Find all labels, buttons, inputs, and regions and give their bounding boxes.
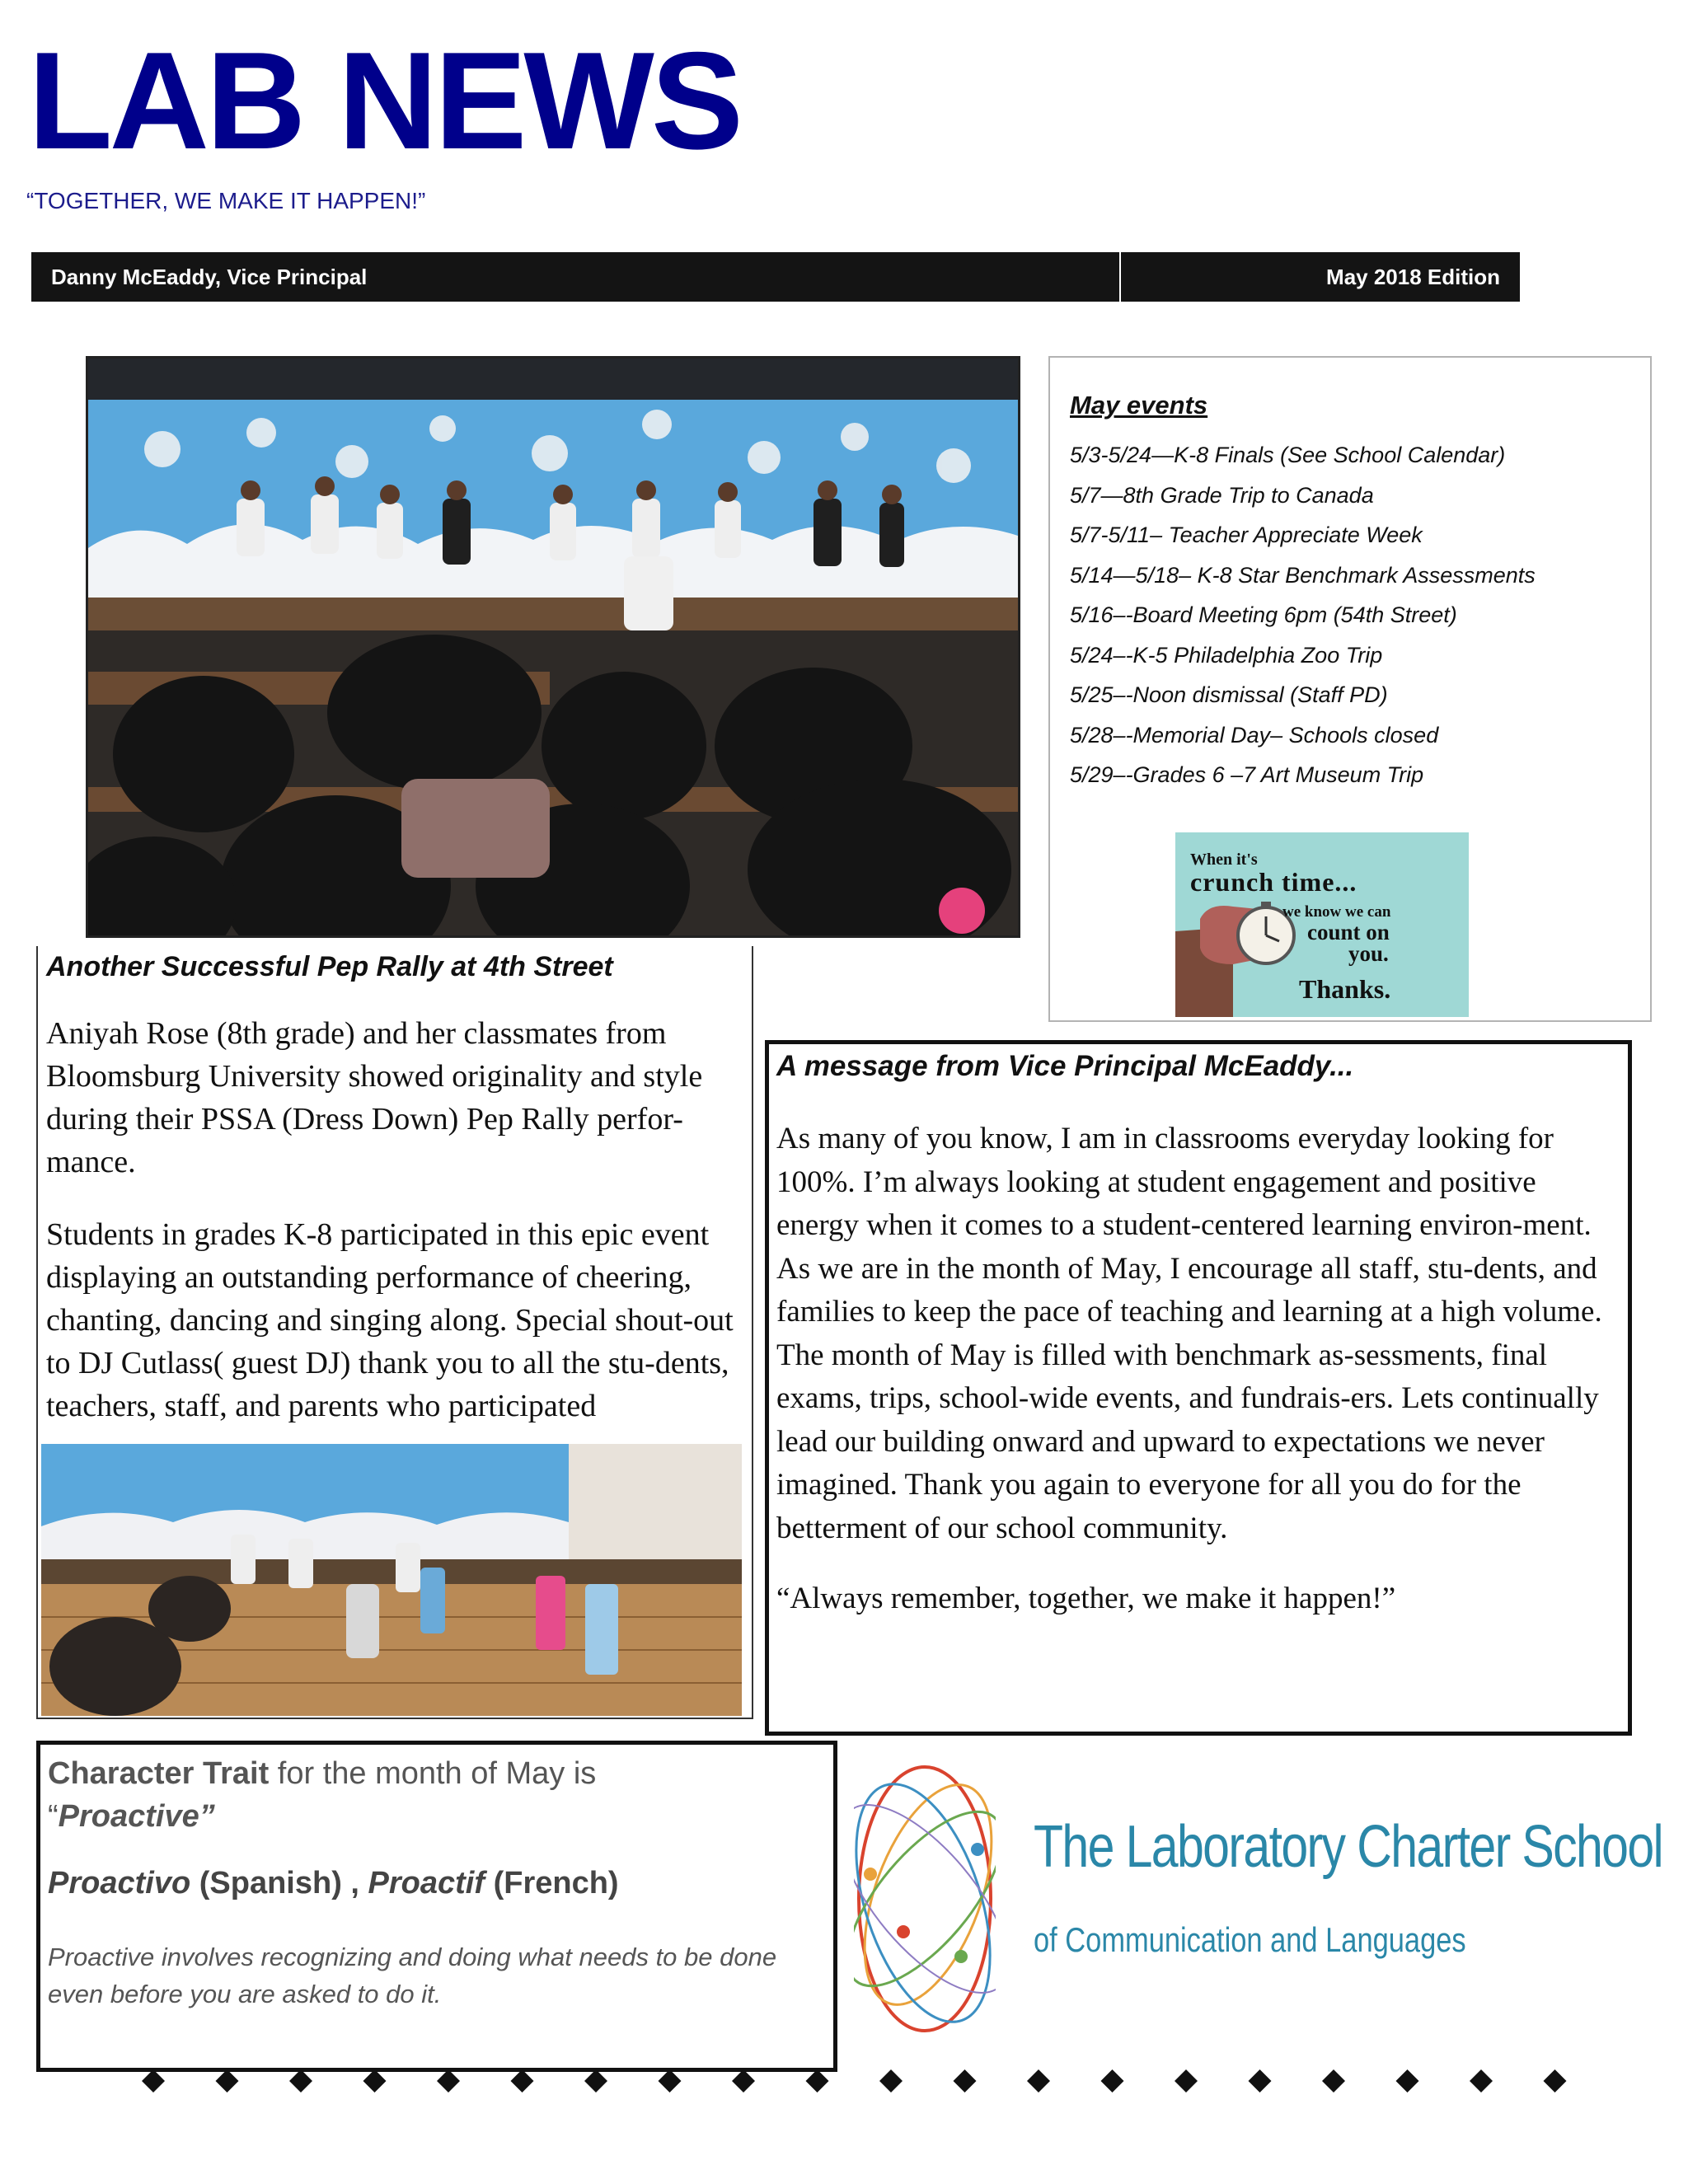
diamond-bullet (732, 2069, 755, 2093)
card-line1: When it's (1190, 851, 1258, 869)
diamond-bullet (584, 2069, 607, 2093)
banner-divider (1119, 252, 1121, 302)
diamond-divider (140, 2064, 1574, 2097)
card-line6: Thanks. (1299, 974, 1391, 1004)
card-line4: count on (1307, 920, 1390, 944)
pep-rally-dance-photo (41, 1444, 742, 1716)
author-label: Danny McEaddy, Vice Principal (51, 265, 368, 289)
message-body: As many of you know, I am in classrooms everyday looking for 100%. I’m always looking at student engagement and positive energy when it comes to a student-centered learning environ-ment. As we are in the month of May, I encourage all staff, stu-dents, and families to keep the pace of teaching and learning at a high volume. The month of May is filled with benchmark as-sessments, final exams, trips, school-wide events, and fundrais-ers. Lets continually lead our building onward and upward to expectations we never imagined. Thank you again to everyone for all you do for the betterment of our school community. (776, 1122, 1602, 1545)
diamond-bullet (806, 2069, 829, 2093)
trait-open-quote: “ (48, 1799, 59, 1834)
masthead-title: LAB NEWS (28, 23, 740, 178)
diamond-bullet (1249, 2069, 1272, 2093)
header-banner (31, 252, 1520, 302)
diamond-bullet (1544, 2069, 1567, 2093)
card-line2: crunch time... (1190, 867, 1357, 897)
diamond-bullet (1027, 2069, 1050, 2093)
card-line3: we know we can (1282, 903, 1391, 921)
diamond-bullet (216, 2069, 239, 2093)
edition-label: May 2018 Edition (1326, 265, 1500, 289)
school-logo-icon (854, 1742, 996, 2055)
event-item: 5/14—5/18– K-8 Star Benchmark Assessments (1070, 562, 1536, 588)
pep-rally-paragraph-2: Students in grades K-8 participated in this epic event displaying an outstanding performance of cheering, chanting, dancing and singing along. Special shout-out to DJ Cutlass( guest DJ) thank you to all the stu-dents, teachers, staff, and parents who participated (46, 1217, 734, 1423)
event-item: 5/29–-Grades 6 –7 Art Museum Trip (1070, 762, 1424, 787)
event-item: 5/3-5/24—K-8 Finals (See School Calendar) (1070, 443, 1506, 467)
trait-spanish-word: Proactivo (48, 1866, 191, 1900)
event-item: 5/16–-Board Meeting 6pm (54th Street) (1070, 602, 1457, 627)
trait-spanish-label: (Spanish) , (190, 1866, 368, 1900)
diamond-bullet (289, 2069, 312, 2093)
diamond-bullet (1175, 2069, 1198, 2093)
school-subtitle: of Communication and Languages (1034, 1920, 1466, 1959)
card-line5: you. (1348, 941, 1389, 966)
character-trait-heading (48, 1752, 823, 1838)
message-title: A message from Vice Principal McEaddy... (776, 1050, 1354, 1082)
diamond-bullet (1396, 2069, 1419, 2093)
pep-rally-paragraph-1: Aniyah Rose (8th grade) and her classmates from Bloomsburg University showed originality and style during their PSSA (Dress Down) Pep Rally perfor-mance. (46, 1016, 703, 1179)
diamond-bullet (363, 2069, 387, 2093)
event-item: 5/25–-Noon dismissal (Staff PD) (1070, 682, 1388, 707)
event-item: 5/24–-K-5 Philadelphia Zoo Trip (1070, 642, 1383, 668)
trait-french-word: Proactif (368, 1866, 485, 1900)
event-item: 5/7—8th Grade Trip to Canada (1070, 482, 1374, 508)
events-list (1070, 435, 1536, 795)
trait-word: Proactive” (58, 1799, 215, 1834)
event-item: 5/28–-Memorial Day– Schools closed (1070, 722, 1439, 748)
trait-label: Character Trait (48, 1756, 270, 1791)
trait-french-label: (French) (485, 1866, 619, 1900)
pep-rally-stage-photo (86, 356, 1020, 938)
diamond-bullet (437, 2069, 460, 2093)
diamond-bullet (1101, 2069, 1124, 2093)
diamond-bullet (659, 2069, 682, 2093)
events-title: May events (1070, 391, 1208, 419)
diamond-bullet (1322, 2069, 1345, 2093)
diamond-bullet (1470, 2069, 1493, 2093)
diamond-bullet (879, 2069, 903, 2093)
trait-translations (48, 1866, 619, 1901)
diamond-bullet (954, 2069, 977, 2093)
tagline: “TOGETHER, WE MAKE IT HAPPEN!” (26, 188, 426, 213)
event-item: 5/7-5/11– Teacher Appreciate Week (1070, 523, 1423, 547)
crunch-time-card (1175, 832, 1469, 1017)
pep-rally-title: Another Successful Pep Rally at 4th Street (46, 951, 613, 982)
diamond-bullet (511, 2069, 534, 2093)
diamond-bullet (142, 2069, 165, 2093)
message-quote: “Always remember, together, we make it happen!” (776, 1582, 1396, 1615)
trait-intro: for the month of May is (269, 1756, 597, 1791)
school-name: The Laboratory Charter School (1034, 1814, 1663, 1880)
trait-definition: Proactive involves recognizing and doing what needs to be done even before you are asked to do it. (48, 1943, 777, 2008)
